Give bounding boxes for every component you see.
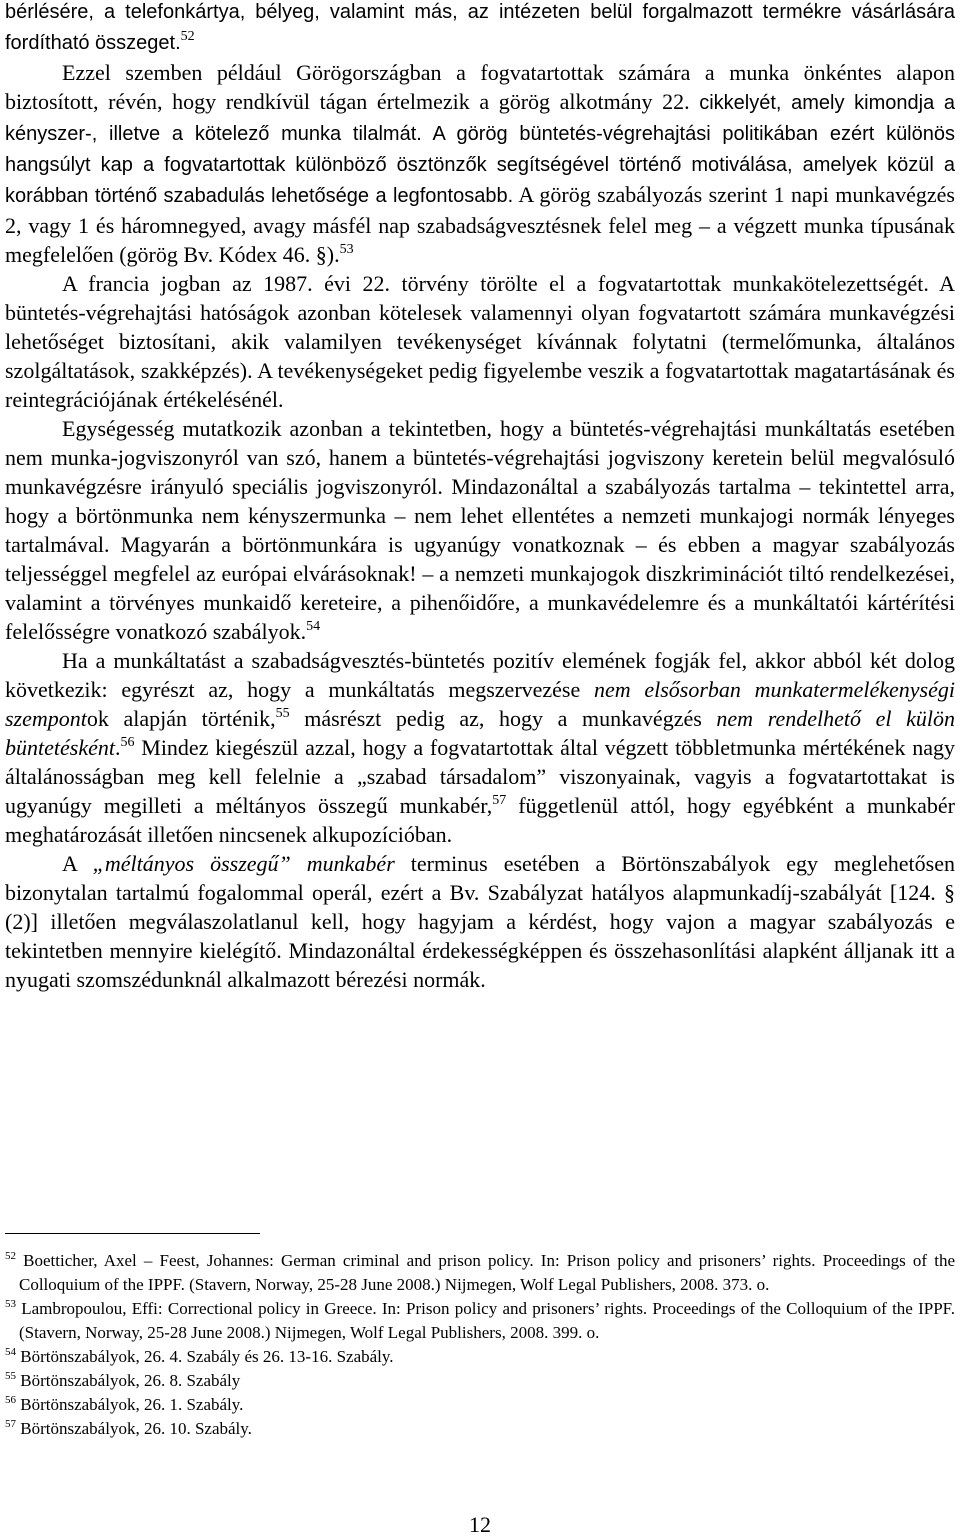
footnote-reference: 54 xyxy=(306,619,321,634)
footnote xyxy=(5,1393,955,1417)
paragraph-text: cikkelyét, amely kimondja a kényszer-, illetve a kötelező munka tilalmát. A görög büntetés-végrehajtási politikában ezért különös hangsúlyt kap a fogvatartottak különböző ösztönzők segítségével történő motiválása, amelyek közül a korábban történő szabadulás lehetősége a legfontosabb. xyxy=(5,92,955,207)
paragraph-text: Ezzel szemben például Görögországban a fogvatartottak számára a munka önkéntes alapon biztosított, révén, hogy rendkívül tágan értelmezik a görög alkotmány 22. xyxy=(5,60,955,114)
footnote-reference: 52 xyxy=(180,29,195,44)
paragraph xyxy=(5,414,955,646)
footnote-text: Börtönszabályok, 26. 10. Szabály. xyxy=(16,1419,252,1438)
paragraph xyxy=(5,269,955,414)
paragraph xyxy=(5,0,955,58)
paragraph-text: Egységesség mutatkozik azonban a tekintetben, hogy a büntetés-végrehajtási munkáltatás esetében nem munka-jogviszonyról van szó, hanem a büntetés-végrehajtási jogviszony keretein belül megvalósuló munkavégzésre irányuló speciális jogviszonyról. Mindazonáltal a szabályozás tartalma – tekintettel arra, hogy a börtönmunka nem kényszermunka – nem lehet ellentétes a nemzeti munkajogi normák lényeges tartalmával. Magyarán a börtönmunkára is ugyanúgy vonatkoznak – és ebben a magyar szabályozás teljességgel megfelel az európai elvárásoknak! – a nemzeti munkajogok diszkriminációt tiltó rendelkezései, valamint a törvényes munkaidő kereteire, a pihenőidőre, a munkavédelemre és a munkáltatói kártérítési felelősségre vonatkozó szabályok. xyxy=(5,416,955,644)
footnote-reference: 53 xyxy=(339,242,354,257)
italic-text: „méltányos összegű” munkabér xyxy=(92,851,395,876)
paragraph-text: A xyxy=(62,851,93,876)
paragraph-text: A görög szabályozás szerint 1 napi munkavégzés 2, vagy 1 és háromnegyed, avagy másfél nap szabadságvesztésnek felel meg – a végzett munka típusának megfelelően (görög Bv. Kódex 46. §). xyxy=(5,182,955,267)
footnote-number: 52 xyxy=(5,1250,16,1262)
footnote-reference: 57 xyxy=(492,793,507,808)
footnote-number: 55 xyxy=(5,1370,16,1382)
body-text xyxy=(5,0,955,994)
footnote-text: Börtönszabályok, 26. 4. Szabály és 26. 13-16. Szabály. xyxy=(16,1347,394,1366)
footnote-separator xyxy=(5,1233,260,1234)
paragraph-text: függetlenül attól, hogy egyébként a munkabér meghatározását illetően nincsenek alkupozícióban. xyxy=(5,793,955,847)
footnote-reference: 55 xyxy=(275,706,290,721)
footnote-text: Börtönszabályok, 26. 8. Szabály xyxy=(16,1371,241,1390)
footnote-text: Lambropoulou, Effi: Correctional policy in Greece. In: Prison policy and prisoners’ rights. Proceedings of the Colloquium of the IPPF. (Stavern, Norway, 25-28 June 2008.) Nijmegen, Wolf Legal Publishers, 2008. 399. o. xyxy=(16,1299,955,1342)
paragraph xyxy=(5,646,955,849)
footnote xyxy=(5,1249,955,1297)
footnote-number: 54 xyxy=(5,1346,16,1358)
footnote-text: Börtönszabályok, 26. 1. Szabály. xyxy=(16,1395,244,1414)
footnote-text: Boetticher, Axel – Feest, Johannes: German criminal and prison policy. In: Prison policy and prisoners’ rights. Proceedings of the Colloquium of the IPPF. (Stavern, Norway, 25-28 June 2008.) Nijmegen, Wolf Legal Publishers, 2008. 373. o. xyxy=(16,1251,955,1294)
paragraph-text: bérlésére, a telefonkártya, bélyeg, valamint más, az intézeten belül forgalmazott termékre vásárlására fordítható összeget. xyxy=(5,1,955,54)
footnote-reference: 56 xyxy=(120,735,135,750)
footnote-number: 53 xyxy=(5,1298,16,1310)
footnote-number: 56 xyxy=(5,1394,16,1406)
italic-text: nem elsősorban munkatermelékenységi szempont xyxy=(5,677,955,731)
paragraph xyxy=(5,58,955,269)
paragraph-text: ok alapján történik, xyxy=(86,706,276,731)
footnote xyxy=(5,1297,955,1345)
paragraph-text: terminus esetében a Börtönszabályok egy meglehetősen bizonytalan tartalmú fogalommal operál, ezért a Bv. Szabályzat hatályos alapmunkadíj-szabályát [124. § (2)] illetően megválaszolatlanul kell, hogy hagyjam a kérdést, hogy vajon a magyar szabályozás e tekintetben mennyire kielégítő. Mindazonáltal érdekességképpen és összehasonlítási alapként álljanak itt a nyugati szomszédunknál alkalmazott bérezési normák. xyxy=(5,851,955,992)
footnote xyxy=(5,1417,955,1441)
paragraph-text: másrészt pedig az, hogy a munkavégzés xyxy=(289,706,717,731)
paragraph xyxy=(5,849,955,994)
italic-text: nem rendelhető el külön büntetésként xyxy=(5,706,955,760)
footnotes xyxy=(5,1249,955,1441)
page-number: 12 xyxy=(469,1512,491,1537)
footnote-number: 57 xyxy=(5,1418,16,1430)
paragraph-text: A francia jogban az 1987. évi 22. törvény törölte el a fogvatartottak munkakötelezettségét. A büntetés-végrehajtási hatóságok azonban kötelesek valamennyi olyan fogvatartott számára munkavégzési lehetőséget biztosítani, akik valamilyen tevékenységet kívánnak folytatni (termelőmunka, általános szolgáltatások, szakképzés). A tevékenységeket pedig figyelembe veszik a fogvatartottak magatartásának és reintegrációjának értékelésénél. xyxy=(5,271,955,412)
paragraph-text: Ha a munkáltatást a szabadságvesztés-büntetés pozitív elemének fogják fel, akkor abból két dolog következik: egyrészt az, hogy a munkáltatás megszervezése xyxy=(5,648,955,702)
footnote xyxy=(5,1369,955,1393)
paragraph-text: . xyxy=(114,735,121,760)
paragraph-text: Mindez kiegészül azzal, hogy a fogvatartottak által végzett többletmunka mértékének nagy általánosságban meg kell felelnie a „szabad társadalom” viszonyainak, vagyis a fogvatartottakat is ugyanúgy megilleti a méltányos összegű munkabér, xyxy=(5,735,955,818)
footnote xyxy=(5,1345,955,1369)
